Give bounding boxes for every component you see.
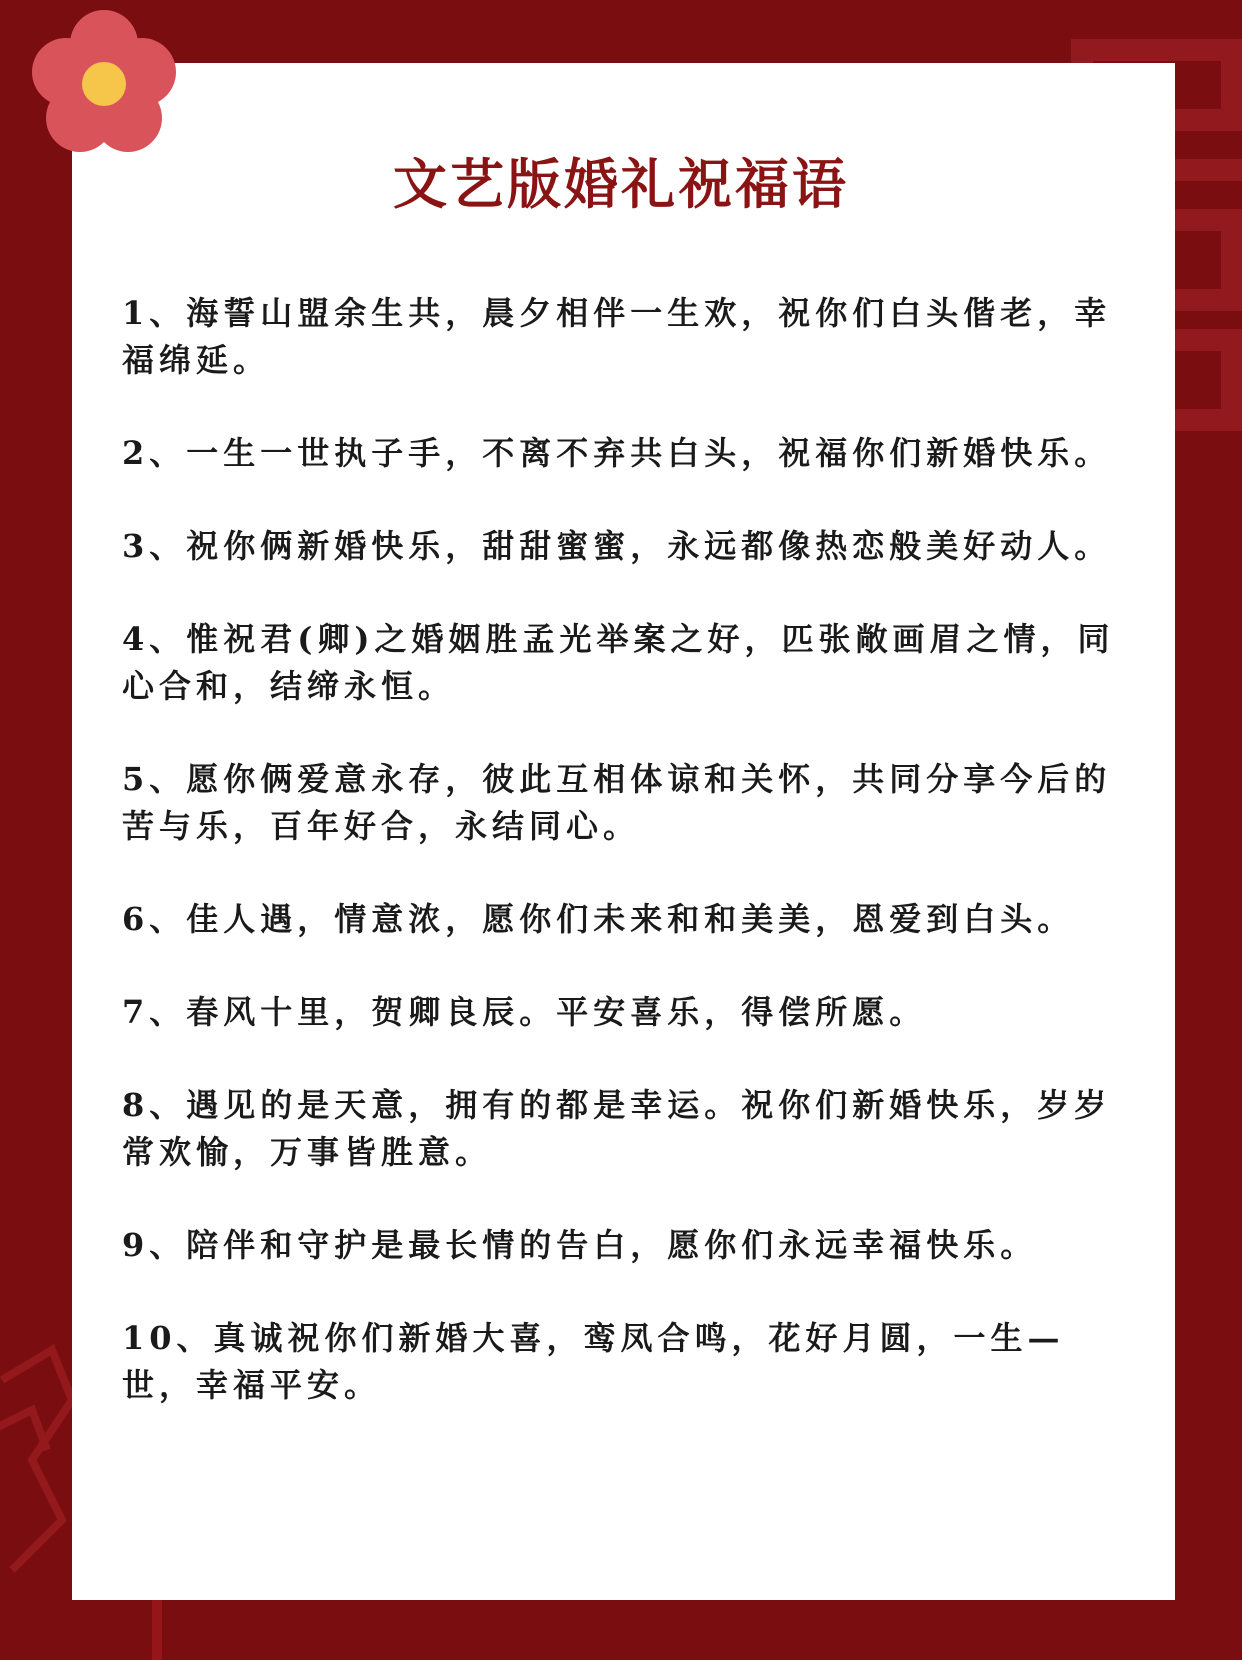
- wish-item: 4、惟祝君(卿)之婚姻胜孟光举案之好，匹张敞画眉之情，同心合和，结缔永恒。: [122, 620, 1115, 705]
- wish-item: 2、一生一世执子手，不离不弃共白头，祝福你们新婚快乐。: [122, 434, 1112, 472]
- wish-item: 6、佳人遇，情意浓，愿你们未来和和美美，恩爱到白头。: [122, 900, 1075, 938]
- page-title: 文艺版婚礼祝福语: [393, 152, 849, 216]
- decorative-stick: [152, 1600, 162, 1660]
- wish-item: 8、遇见的是天意，拥有的都是幸运。祝你们新婚快乐，岁岁常欢愉，万事皆胜意。: [122, 1086, 1112, 1171]
- wish-list: [122, 290, 1122, 1455]
- wish-item: 7、春风十里，贺卿良辰。平安喜乐，得偿所愿。: [122, 993, 927, 1031]
- wish-item: 10、真诚祝你们新婚大喜，鸾凤合鸣，花好月圆，一生—世，幸福平安。: [122, 1319, 1065, 1404]
- flower-icon: [28, 8, 180, 160]
- wish-item: 3、祝你俩新婚快乐，甜甜蜜蜜，永远都像热恋般美好动人。: [122, 527, 1112, 565]
- wish-item: 1、海誓山盟余生共，晨夕相伴一生欢，祝你们白头偕老，幸福绵延。: [122, 294, 1112, 379]
- wish-item: 5、愿你俩爱意永存，彼此互相体谅和关怀，共同分享今后的苦与乐，百年好合，永结同心。: [122, 760, 1112, 845]
- wish-item: 9、陪伴和守护是最长情的告白，愿你们永远幸福快乐。: [122, 1226, 1038, 1264]
- background-lantern-decoration: [0, 1340, 82, 1580]
